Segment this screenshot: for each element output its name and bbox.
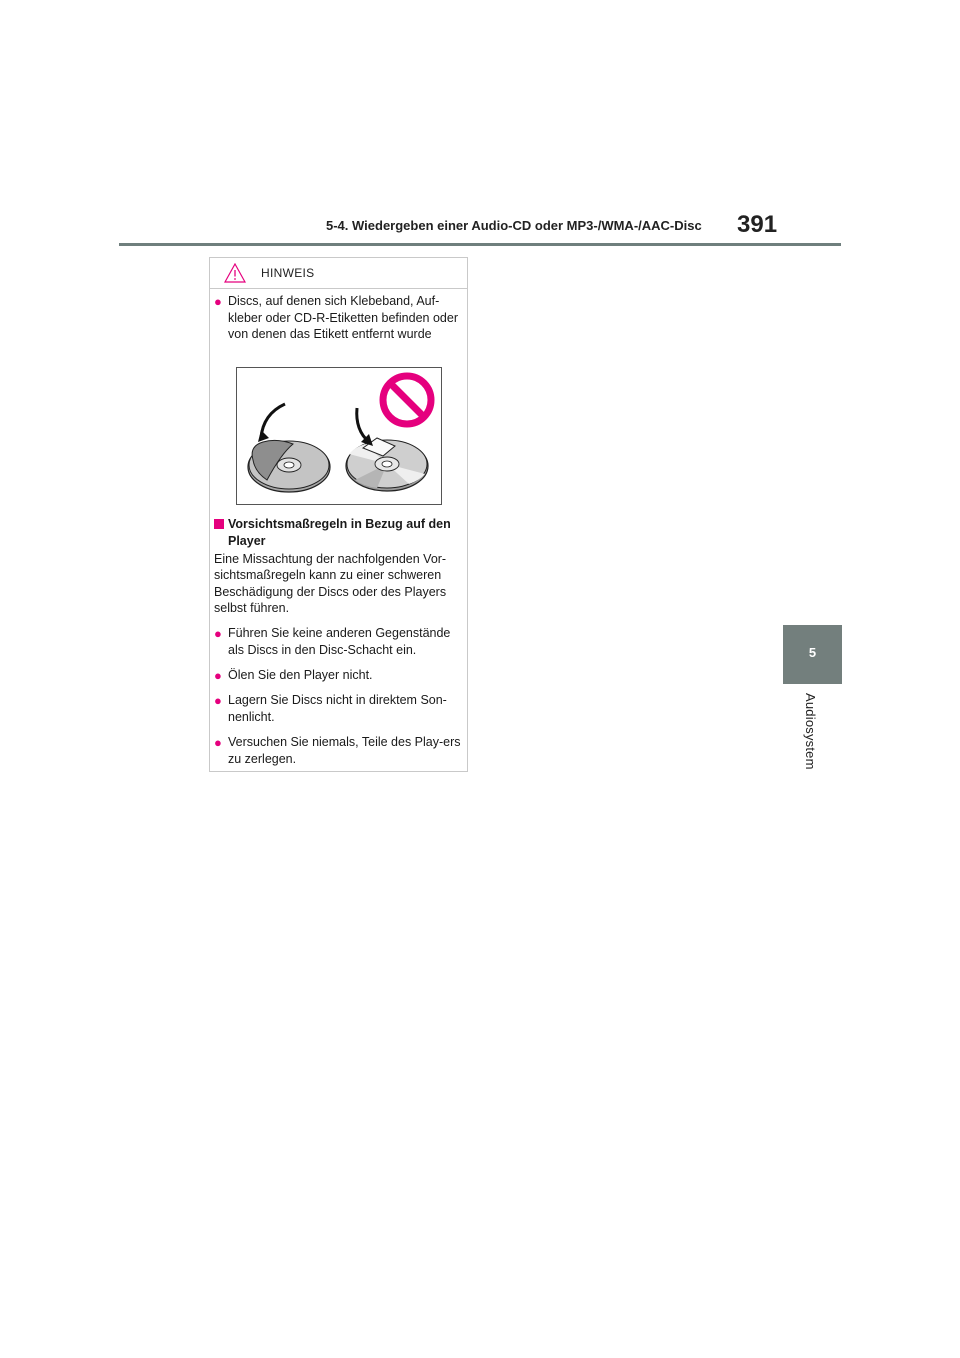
disc-illustration xyxy=(236,367,442,505)
bullet-text: Discs, auf denen sich Klebeband, Auf-kleber oder CD-R-Etiketten befinden oder von denen das Etikett entfernt wurde xyxy=(228,294,458,341)
bullet-dot-icon: ● xyxy=(214,668,222,683)
prohibition-icon xyxy=(383,376,431,424)
bullet-text: Lagern Sie Discs nicht in direktem Son-nenlicht. xyxy=(228,693,447,724)
section-square-icon xyxy=(214,519,224,529)
chapter-label: Audiosystem xyxy=(803,693,818,770)
section-heading xyxy=(214,516,464,549)
list-item xyxy=(214,625,464,658)
bullet-dot-icon: ● xyxy=(214,693,222,708)
chapter-tab: 5 xyxy=(783,625,842,684)
warning-triangle-icon xyxy=(224,263,246,283)
peeled-label-disc-icon xyxy=(248,404,330,492)
bullet-dot-icon: ● xyxy=(214,735,222,750)
header-rule xyxy=(119,243,841,246)
bullet-dot-icon: ● xyxy=(214,626,222,641)
disc-illustration-art xyxy=(237,368,441,504)
notice-header xyxy=(210,258,467,289)
list-item xyxy=(214,667,464,684)
page-number: 391 xyxy=(737,211,778,238)
bullet-dot-icon: ● xyxy=(214,294,222,309)
header-section-title: 5-4. Wiedergeben einer Audio-CD oder MP3-/WMA-/AAC-Disc xyxy=(326,218,702,233)
section-heading-text: Vorsichtsmaßregeln in Bezug auf den Player xyxy=(228,517,451,548)
notice-title: HINWEIS xyxy=(261,266,315,280)
list-item xyxy=(214,692,464,725)
bullet-text: Führen Sie keine anderen Gegenstände als Discs in den Disc-Schacht ein. xyxy=(228,626,451,657)
section-paragraph: Eine Missachtung der nachfolgenden Vor-sichtsmaßregeln kann zu einer schweren Beschädigung der Discs oder des Players selbst führen. xyxy=(214,552,447,615)
bullet-text: Ölen Sie den Player nicht. xyxy=(228,668,373,682)
notice-first-bullet xyxy=(214,293,464,343)
list-item xyxy=(214,734,464,767)
bullet-text: Versuchen Sie niemals, Teile des Play-ers zu zerlegen. xyxy=(228,735,461,766)
